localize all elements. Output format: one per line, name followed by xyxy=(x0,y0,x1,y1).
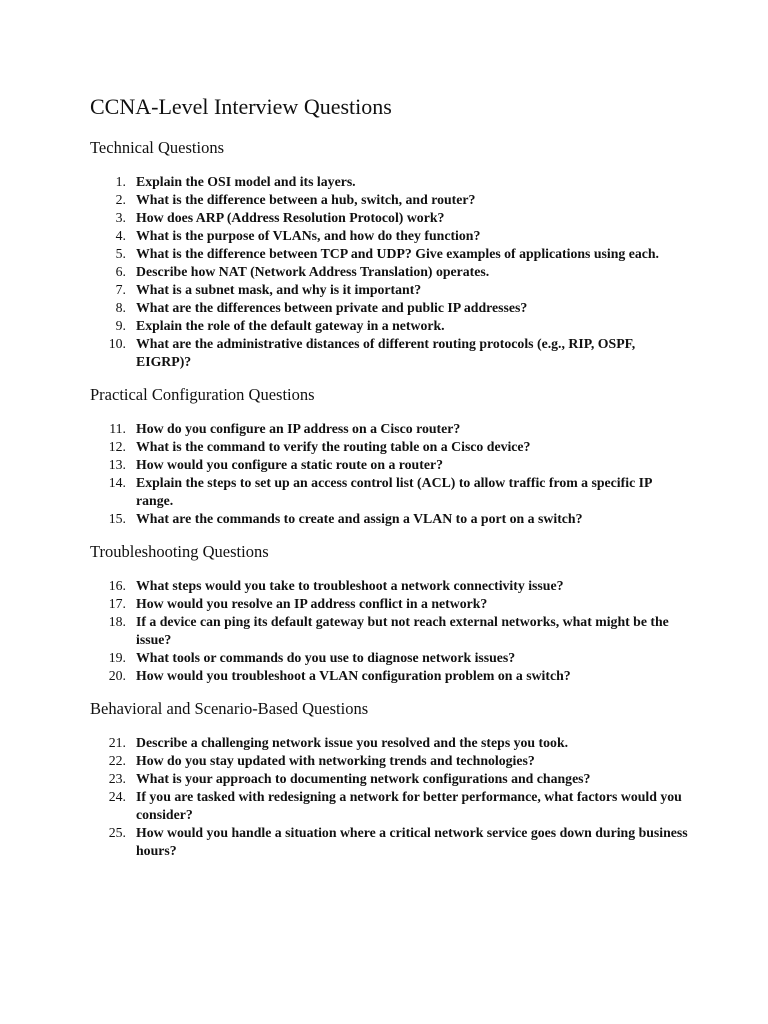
question-item xyxy=(90,317,690,335)
question-item xyxy=(90,752,690,770)
question-item xyxy=(90,263,690,281)
question-number: 13. xyxy=(108,457,126,472)
question-text: What steps would you take to troubleshoot a network connectivity issue? xyxy=(136,578,564,593)
question-number: 6. xyxy=(115,264,126,279)
question-item xyxy=(90,227,690,245)
question-text: How would you configure a static route on a router? xyxy=(136,457,443,472)
question-text: What is the purpose of VLANs, and how do they function? xyxy=(136,228,481,243)
question-item xyxy=(90,770,690,788)
question-number: 23. xyxy=(108,771,126,786)
question-text: What are the differences between private and public IP addresses? xyxy=(136,300,528,315)
question-number: 8. xyxy=(115,300,126,315)
question-text: How do you stay updated with networking trends and technologies? xyxy=(136,753,535,768)
question-number: 14. xyxy=(108,475,126,490)
question-item xyxy=(90,649,690,667)
question-item xyxy=(90,245,690,263)
question-item xyxy=(90,510,690,528)
question-number: 1. xyxy=(115,174,126,189)
question-text: How would you handle a situation where a critical network service goes down during business hours? xyxy=(136,825,688,858)
section-heading: Practical Configuration Questions xyxy=(90,385,315,404)
question-list xyxy=(90,173,690,371)
question-number: 5. xyxy=(115,246,126,261)
question-number: 2. xyxy=(115,192,126,207)
document-title: CCNA-Level Interview Questions xyxy=(90,94,392,119)
question-list xyxy=(90,577,690,685)
question-item xyxy=(90,788,690,824)
document-page xyxy=(90,92,690,860)
section-behavioral-scenario xyxy=(90,698,690,860)
question-text: What is the difference between TCP and UDP? Give examples of applications using each. xyxy=(136,246,660,261)
question-number: 21. xyxy=(108,735,126,750)
question-item xyxy=(90,613,690,649)
question-item xyxy=(90,824,690,860)
question-text: Explain the role of the default gateway in a network. xyxy=(136,318,445,333)
section-practical-configuration xyxy=(90,384,690,528)
question-text: What is the command to verify the routing table on a Cisco device? xyxy=(136,439,531,454)
question-text: Describe how NAT (Network Address Translation) operates. xyxy=(136,264,490,279)
question-number: 19. xyxy=(108,650,126,665)
question-item xyxy=(90,595,690,613)
question-text: How does ARP (Address Resolution Protocol) work? xyxy=(136,210,445,225)
question-text: If a device can ping its default gateway but not reach external networks, what might be the issue? xyxy=(136,614,669,647)
question-number: 24. xyxy=(108,789,126,804)
question-text: How would you resolve an IP address conflict in a network? xyxy=(136,596,488,611)
question-text: Explain the OSI model and its layers. xyxy=(136,174,356,189)
question-list xyxy=(90,734,690,860)
question-item xyxy=(90,335,690,371)
question-number: 18. xyxy=(108,614,126,629)
question-text: How do you configure an IP address on a Cisco router? xyxy=(136,421,461,436)
question-number: 9. xyxy=(115,318,126,333)
question-text: Describe a challenging network issue you resolved and the steps you took. xyxy=(136,735,569,750)
question-item xyxy=(90,209,690,227)
question-item xyxy=(90,474,690,510)
question-number: 3. xyxy=(115,210,126,225)
question-number: 15. xyxy=(108,511,126,526)
question-text: Explain the steps to set up an access control list (ACL) to allow traffic from a specific IP range. xyxy=(136,475,652,508)
question-text: What is the difference between a hub, switch, and router? xyxy=(136,192,476,207)
question-number: 20. xyxy=(108,668,126,683)
question-text: What is your approach to documenting network configurations and changes? xyxy=(136,771,591,786)
question-number: 22. xyxy=(108,753,126,768)
question-item xyxy=(90,173,690,191)
question-item xyxy=(90,438,690,456)
section-heading: Technical Questions xyxy=(90,138,225,157)
section-heading: Behavioral and Scenario-Based Questions xyxy=(90,699,369,718)
question-item xyxy=(90,420,690,438)
question-item xyxy=(90,299,690,317)
section-troubleshooting xyxy=(90,541,690,685)
question-number: 16. xyxy=(108,578,126,593)
question-text: If you are tasked with redesigning a network for better performance, what factors would you consider? xyxy=(136,789,682,822)
question-item xyxy=(90,281,690,299)
question-item xyxy=(90,667,690,685)
question-list xyxy=(90,420,690,528)
question-number: 12. xyxy=(108,439,126,454)
question-item xyxy=(90,456,690,474)
question-item xyxy=(90,734,690,752)
question-number: 25. xyxy=(108,825,126,840)
question-text: What is a subnet mask, and why is it important? xyxy=(136,282,422,297)
question-item xyxy=(90,577,690,595)
section-heading: Troubleshooting Questions xyxy=(90,542,269,561)
question-text: What are the administrative distances of different routing protocols (e.g., RIP, OSPF, EIGRP)? xyxy=(136,336,636,369)
question-item xyxy=(90,191,690,209)
question-text: How would you troubleshoot a VLAN configuration problem on a switch? xyxy=(136,668,571,683)
question-number: 10. xyxy=(108,336,126,351)
question-text: What tools or commands do you use to diagnose network issues? xyxy=(136,650,516,665)
section-technical xyxy=(90,137,690,371)
question-number: 11. xyxy=(109,421,126,436)
question-number: 7. xyxy=(115,282,126,297)
question-number: 17. xyxy=(108,596,126,611)
question-text: What are the commands to create and assign a VLAN to a port on a switch? xyxy=(136,511,583,526)
question-number: 4. xyxy=(115,228,126,243)
